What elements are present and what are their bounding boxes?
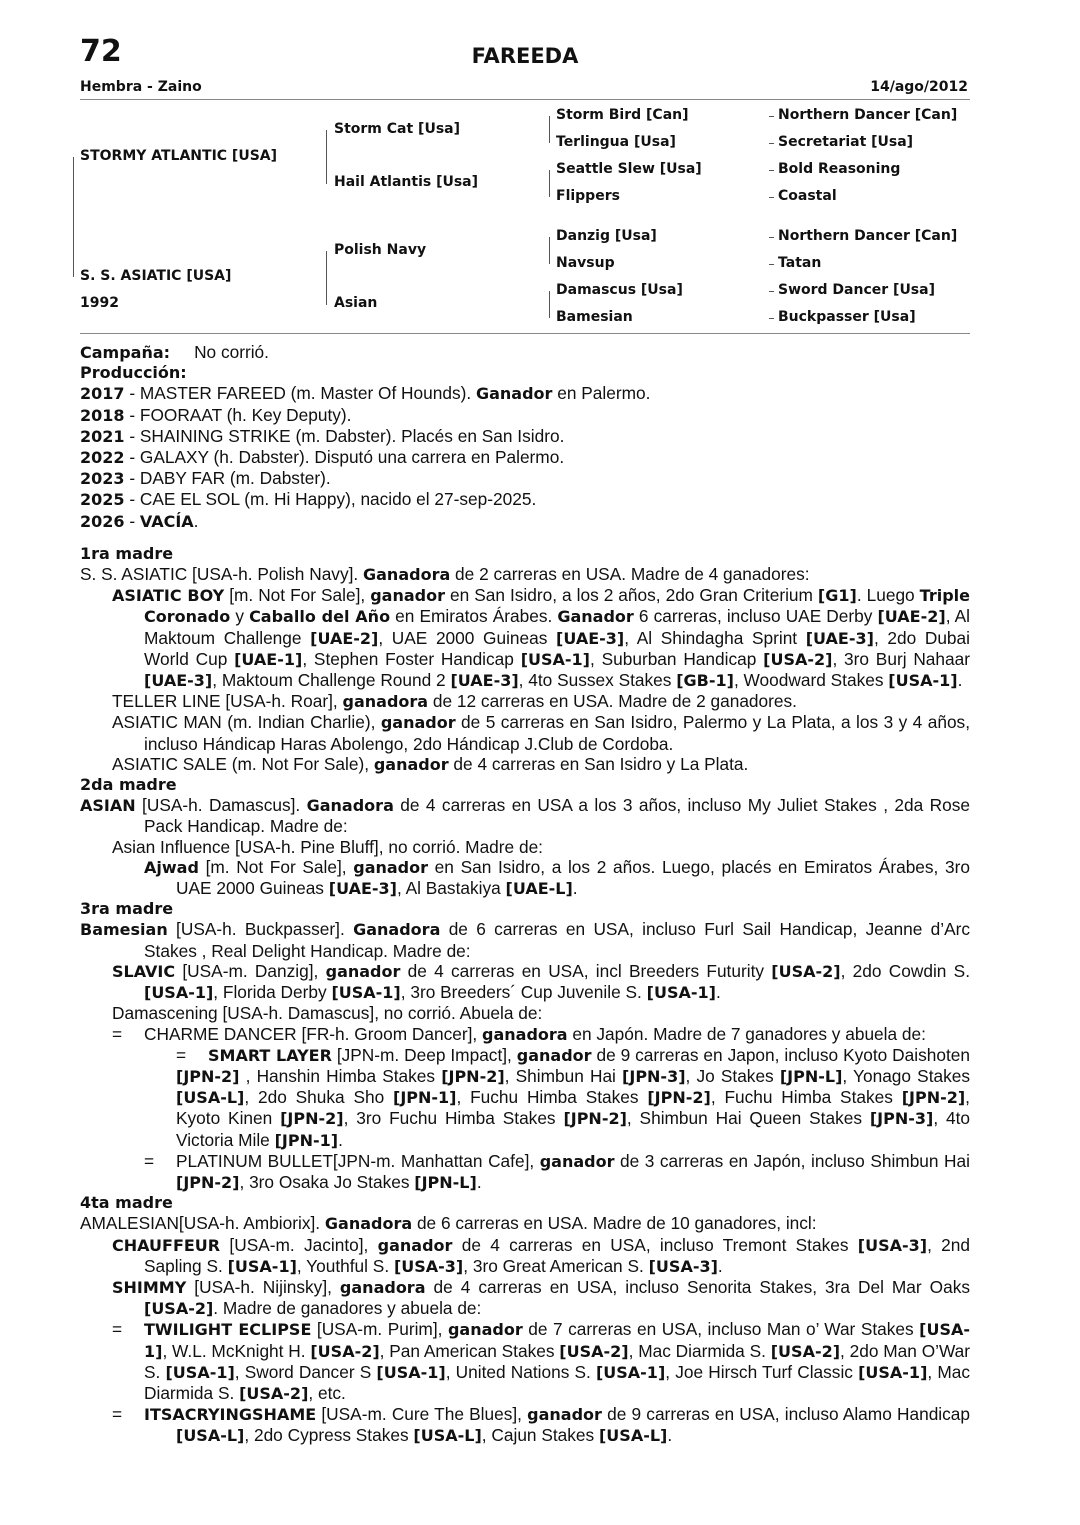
section-1ra-madre: 1ra madre — [80, 543, 174, 563]
m1-asiatic-sale: ASIATIC SALE (m. Not For Sale), ganador de 4 carreras en San Isidro y La Plata. — [112, 753, 749, 774]
pedigree-bottom-rule — [80, 333, 970, 334]
m2-ajwad: Ajwad [m. Not For Sale], ganador en San Isidro, a los 2 años. Luego, placés en Emiratos Árabes, 3ro UAE 2000 Guineas [UAE-3], Al Bastakiya [UAE-L]. — [144, 856, 971, 899]
bracket-g2-a — [326, 130, 327, 184]
m4-shimmy: SHIMMY [USA-h. Nijinsky], ganadora de 4 carreras en USA, incluso Senorita Stakes, 3ra Del Mar Oaks [USA-2]. Madre de ganadores y abuela de: — [112, 1276, 970, 1319]
dam: S. S. ASIATIC [USA] — [80, 268, 232, 284]
bracket-g3-a — [549, 116, 550, 143]
g3-3: Flippers — [556, 188, 620, 204]
g3-6: Damascus [Usa] — [556, 282, 683, 298]
tick-g4 — [769, 237, 774, 238]
bracket-g3-b — [549, 170, 550, 197]
body-text — [80, 342, 970, 1447]
g2-2: Polish Navy — [334, 242, 427, 258]
bracket-gen1 — [73, 157, 74, 277]
m3-smart-layer: = SMART LAYER [JPN-m. Deep Impact], ganador de 9 carreras en Japon, incluso Kyoto Daishoten [JPN-2] , Hanshin Himba Stakes [JPN-2], Shimbun Hai [JPN-3], Jo Stakes [JPN-L], Yonago Stakes [USA-L], 2do Shuka Sho [JPN-1], Fuchu Himba Stakes [JPN-2], Fuchu Himba Stakes [JPN-2], Kyoto Kinen [JPN-2], 3ro Fuchu Himba Stakes [JPN-2], Shimbun Hai Queen Stakes [JPN-3], 4to Victoria Mile [JPN-1]. — [80, 1045, 970, 1151]
section-2da-madre: 2da madre — [80, 775, 177, 795]
tick-g4 — [769, 116, 774, 117]
tick-g4 — [769, 291, 774, 292]
m3-slavic: SLAVIC [USA-m. Danzig], ganador de 4 carreras en USA, incl Breeders Futurity [USA-2], 2do Cowdin S. [USA-1], Florida Derby [USA-1], 3ro Breeders´ Cup Juvenile S. [USA-1]. — [112, 960, 971, 1003]
production-list — [80, 383, 970, 531]
production-item: 2022 - GALAXY (h. Dabster). Disputó una carrera en Palermo. — [80, 447, 565, 468]
m3-bamesian: Bamesian [USA-h. Buckpasser]. Ganadora de 6 carreras en USA, incluso Furl Sail Handicap, Jeanne d’Arc Stakes , Real Delight Handicap. Madre de: — [80, 919, 971, 961]
birth-date: 14/ago/2012 — [870, 79, 968, 95]
g4-2: Bold Reasoning — [778, 161, 901, 177]
tick-g4 — [769, 143, 774, 144]
dam-year: 1992 — [80, 295, 119, 311]
g4-7: Buckpasser [Usa] — [778, 309, 916, 325]
tick-g4 — [769, 264, 774, 265]
horse-name: FAREEDA — [471, 44, 579, 68]
m1-teller-line: TELLER LINE [USA-h. Roar], ganadora de 12 carreras en USA. Madre de 2 ganadores. — [112, 691, 797, 712]
production-item: 2021 - SHAINING STRIKE (m. Dabster). Placés en San Isidro. — [80, 425, 565, 446]
tick-g4 — [769, 197, 774, 198]
production-item: 2023 - DABY FAR (m. Dabster). — [80, 468, 331, 489]
campaign-value: No corrió. — [194, 342, 269, 362]
production-item: 2018 - FOORAAT (h. Key Deputy). — [80, 404, 352, 425]
g4-5: Tatan — [778, 255, 822, 271]
section-4ta-madre: 4ta madre — [80, 1193, 173, 1213]
g2-3: Asian — [334, 295, 378, 311]
bracket-g3-d — [549, 291, 550, 318]
production-heading: Producción: — [80, 363, 187, 383]
production-item: 2025 - CAE EL SOL (m. Hi Happy), nacido el 27-sep-2025. — [80, 489, 537, 510]
m2-asian-influence: Asian Influence [USA-h. Pine Bluff], no corrió. Madre de: — [112, 836, 543, 857]
sex-color: Hembra - Zaino — [80, 79, 202, 95]
production-item: 2026 - VACÍA. — [80, 510, 199, 531]
page-number: 72 — [80, 34, 122, 69]
g3-5: Navsup — [556, 255, 615, 271]
m3-charme-dancer: = CHARME DANCER [FR-h. Groom Dancer], ganadora en Japón. Madre de 7 ganadores y abuela de: — [112, 1023, 926, 1044]
bracket-g3-c — [549, 237, 550, 264]
g4-0: Northern Dancer [Can] — [778, 107, 958, 123]
g3-0: Storm Bird [Can] — [556, 107, 689, 123]
g3-1: Terlingua [Usa] — [556, 134, 676, 150]
tick-g4 — [769, 318, 774, 319]
section-3ra-madre: 3ra madre — [80, 899, 174, 919]
m1-dam: S. S. ASIATIC [USA-h. Polish Navy]. Ganadora de 2 carreras en USA. Madre de 4 ganadores: — [80, 564, 810, 585]
m1-asiatic-boy: ASIATIC BOY [m. Not For Sale], ganador en San Isidro, a los 2 años, 2do Gran Criterium [G1]. Luego Triple Coronado y Caballo del Año en Emiratos Árabes. Ganador 6 carreras, incluso UAE Derby [UAE-2], Al Maktoum Challenge [UAE-2], UAE 2000 Guineas [UAE-3], Al Shindagha Sprint [UAE-3], 2do Dubai World Cup [UAE-1], Stephen Foster Handicap [USA-1], Suburban Handicap [USA-2], 3ro Burj Nahaar [UAE-3], Maktoum Challenge Round 2 [UAE-3], 4to Sussex Stakes [GB-1], Woodward Stakes [USA-1]. — [112, 585, 971, 691]
m4-amalesian: AMALESIAN[USA-h. Ambiorix]. Ganadora de 6 carreras en USA. Madre de 10 ganadores, incl: — [80, 1213, 817, 1234]
g3-2: Seattle Slew [Usa] — [556, 161, 702, 177]
m2-asian: ASIAN [USA-h. Damascus]. Ganadora de 4 carreras en USA a los 3 años, incluso My Juliet Stakes , 2da Rose Pack Handicap. Madre de: — [80, 795, 970, 837]
campaign-line — [80, 342, 970, 363]
g3-4: Danzig [Usa] — [556, 228, 657, 244]
production-item: 2017 - MASTER FAREED (m. Master Of Hounds). Ganador en Palermo. — [80, 383, 651, 404]
eq-marker: = — [176, 1044, 187, 1065]
g3-7: Bamesian — [556, 309, 633, 325]
g2-1: Hail Atlantis [Usa] — [334, 174, 479, 190]
g4-3: Coastal — [778, 188, 837, 204]
tick-g4 — [769, 170, 774, 171]
m4-chauffeur: CHAUFFEUR [USA-m. Jacinto], ganador de 4 carreras en USA, incluso Tremont Stakes [USA-3], 2nd Sapling S. [USA-1], Youthful S. [USA-3], 3ro Great American S. [USA-3]. — [112, 1234, 970, 1276]
g2-0: Storm Cat [Usa] — [334, 121, 460, 137]
m4-itsacryingshame: = ITSACRYINGSHAME [USA-m. Cure The Blues], ganador de 9 carreras en USA, incluso Alamo Handicap [USA-L], 2do Cypress Stakes [USA-L], Cajun Stakes [USA-L]. — [112, 1404, 971, 1446]
m4-twilight-eclipse: = TWILIGHT ECLIPSE [USA-m. Purim], ganador de 7 carreras en USA, incluso Man o’ War Stakes [USA-1], W.L. McKnight H. [USA-2], Pan American Stakes [USA-2], Mac Diarmida S. [USA-2], 2do Man O’War S. [USA-1], Sword Dancer S [USA-1], United Nations S. [USA-1], Joe Hirsch Turf Classic [USA-1], Mac Diarmida S. [USA-2], etc. — [112, 1319, 971, 1403]
m1-asiatic-man: ASIATIC MAN (m. Indian Charlie), ganador de 5 carreras en San Isidro, Palermo y La Plata, a los 3 y 4 años, incluso Hándicap Haras Abolengo, 2do Hándicap J.Club de Cordoba. — [112, 712, 971, 754]
sire: STORMY ATLANTIC [USA] — [80, 148, 278, 164]
campaign-label: Campaña: — [80, 343, 171, 362]
bracket-g2-b — [326, 251, 327, 305]
m3-damascening: Damascening [USA-h. Damascus], no corrió. Abuela de: — [112, 1003, 543, 1024]
pedigree-top-rule — [80, 99, 970, 100]
g4-4: Northern Dancer [Can] — [778, 228, 958, 244]
m3-platinum-bullet: = PLATINUM BULLET[JPN-m. Manhattan Cafe], ganador de 3 carreras en Japón, incluso Shimbun Hai [JPN-2], 3ro Osaka Jo Stakes [JPN-L]. — [144, 1150, 970, 1192]
g4-1: Secretariat [Usa] — [778, 134, 914, 150]
g4-6: Sword Dancer [Usa] — [778, 282, 935, 298]
